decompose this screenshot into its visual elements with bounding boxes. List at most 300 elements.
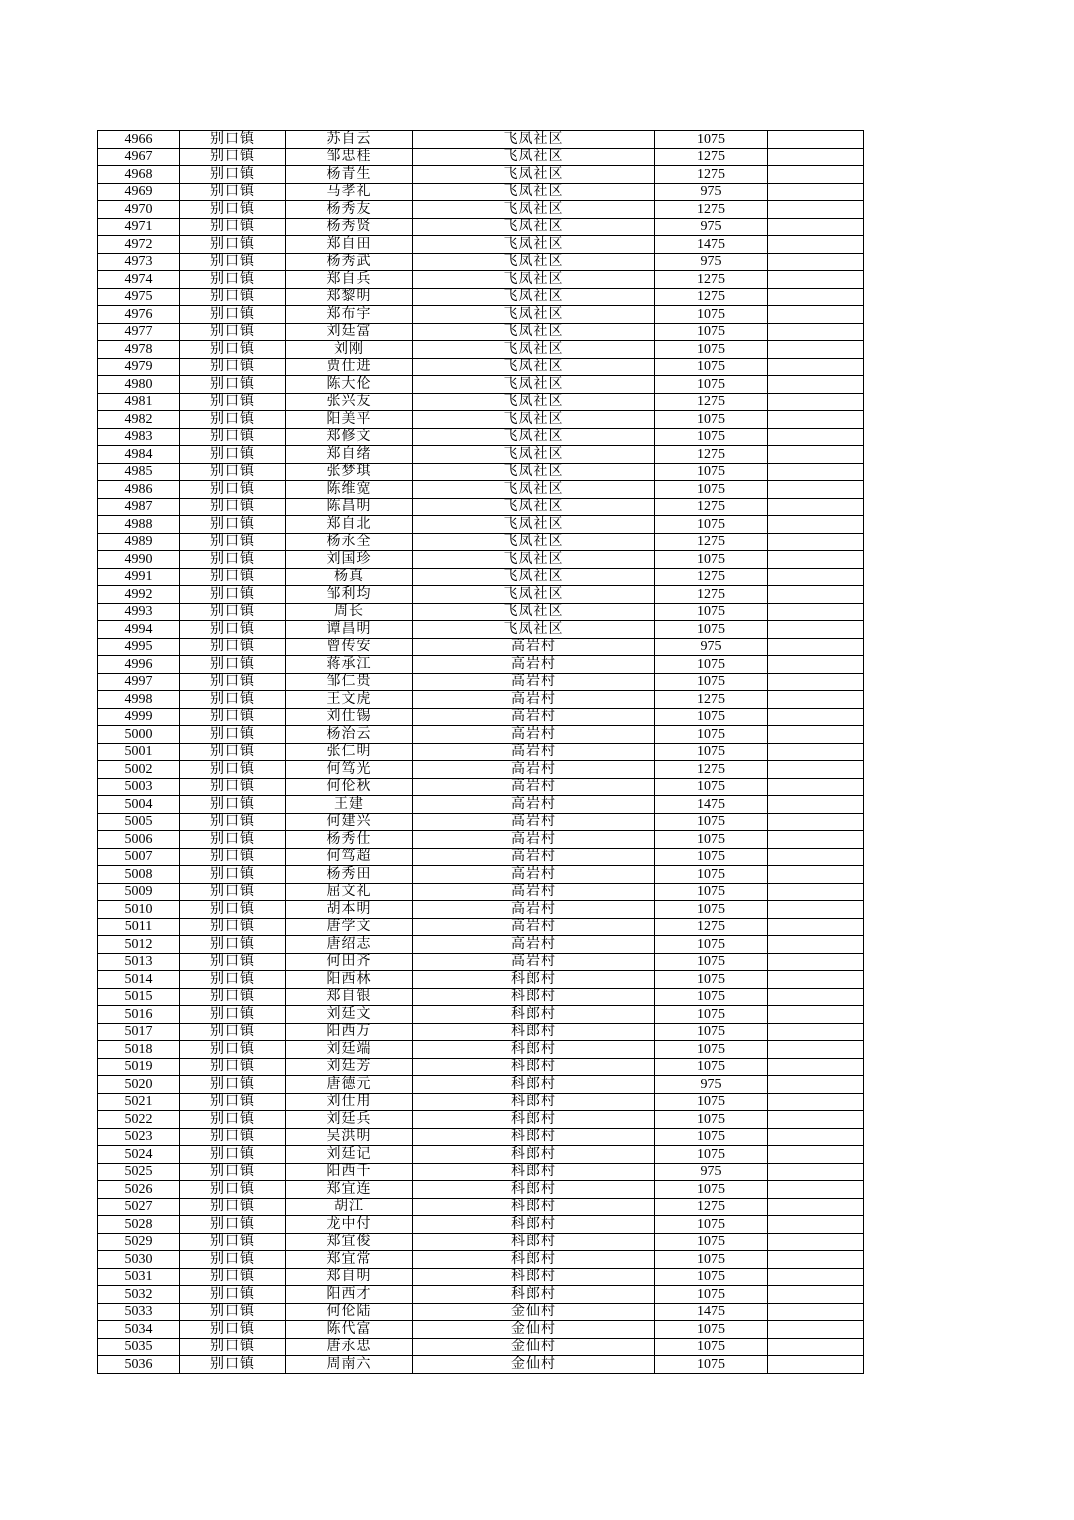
amount-cell: 1075 (655, 848, 768, 866)
table-row (98, 1338, 864, 1356)
town-cell: 别口镇 (180, 656, 286, 674)
name-cell: 陈昌明 (286, 498, 413, 516)
remark-cell (768, 1251, 864, 1269)
remark-cell (768, 1093, 864, 1111)
table-row (98, 743, 864, 761)
village-cell: 高岩村 (413, 726, 655, 744)
row-number-cell: 5029 (98, 1233, 180, 1251)
row-number-cell: 4983 (98, 428, 180, 446)
name-cell: 刘廷端 (286, 1041, 413, 1059)
remark-cell (768, 131, 864, 149)
remark-cell (768, 148, 864, 166)
town-cell: 别口镇 (180, 1216, 286, 1234)
name-cell: 阳美平 (286, 411, 413, 429)
remark-cell (768, 271, 864, 289)
name-cell: 邹忠桂 (286, 148, 413, 166)
row-number-cell: 4974 (98, 271, 180, 289)
amount-cell: 1075 (655, 376, 768, 394)
town-cell: 别口镇 (180, 1198, 286, 1216)
town-cell: 别口镇 (180, 901, 286, 919)
name-cell: 阳西万 (286, 1023, 413, 1041)
amount-cell: 1075 (655, 813, 768, 831)
town-cell: 别口镇 (180, 341, 286, 359)
town-cell: 别口镇 (180, 673, 286, 691)
amount-cell: 1075 (655, 306, 768, 324)
table-body (98, 131, 864, 1374)
amount-cell: 1075 (655, 1111, 768, 1129)
row-number-cell: 5019 (98, 1058, 180, 1076)
table-row (98, 1076, 864, 1094)
village-cell: 高岩村 (413, 691, 655, 709)
amount-cell: 1075 (655, 463, 768, 481)
row-number-cell: 5002 (98, 761, 180, 779)
village-cell: 飞凤社区 (413, 236, 655, 254)
remark-cell (768, 516, 864, 534)
table-row (98, 1058, 864, 1076)
remark-cell (768, 1146, 864, 1164)
remark-cell (768, 1286, 864, 1304)
amount-cell: 1475 (655, 236, 768, 254)
row-number-cell: 4998 (98, 691, 180, 709)
town-cell: 别口镇 (180, 1093, 286, 1111)
town-cell: 别口镇 (180, 953, 286, 971)
name-cell: 刘廷芳 (286, 1058, 413, 1076)
name-cell: 阳西千 (286, 1163, 413, 1181)
amount-cell: 1075 (655, 673, 768, 691)
row-number-cell: 4977 (98, 323, 180, 341)
amount-cell: 1075 (655, 1058, 768, 1076)
row-number-cell: 4978 (98, 341, 180, 359)
name-cell: 郑黎明 (286, 288, 413, 306)
town-cell: 别口镇 (180, 1181, 286, 1199)
town-cell: 别口镇 (180, 1058, 286, 1076)
row-number-cell: 5030 (98, 1251, 180, 1269)
amount-cell: 1075 (655, 953, 768, 971)
amount-cell: 1075 (655, 131, 768, 149)
village-cell: 高岩村 (413, 761, 655, 779)
remark-cell (768, 1303, 864, 1321)
town-cell: 别口镇 (180, 463, 286, 481)
name-cell: 蒋承江 (286, 656, 413, 674)
village-cell: 飞凤社区 (413, 376, 655, 394)
table-row (98, 1006, 864, 1024)
name-cell: 杨秀贤 (286, 218, 413, 236)
town-cell: 别口镇 (180, 1076, 286, 1094)
name-cell: 郑自田 (286, 236, 413, 254)
remark-cell (768, 638, 864, 656)
row-number-cell: 5009 (98, 883, 180, 901)
amount-cell: 1075 (655, 551, 768, 569)
town-cell: 别口镇 (180, 813, 286, 831)
amount-cell: 1075 (655, 1128, 768, 1146)
name-cell: 王建 (286, 796, 413, 814)
town-cell: 别口镇 (180, 638, 286, 656)
village-cell: 飞凤社区 (413, 131, 655, 149)
amount-cell: 975 (655, 1076, 768, 1094)
amount-cell: 1075 (655, 358, 768, 376)
amount-cell: 1075 (655, 743, 768, 761)
row-number-cell: 4976 (98, 306, 180, 324)
table-row (98, 848, 864, 866)
row-number-cell: 5000 (98, 726, 180, 744)
name-cell: 龙中付 (286, 1216, 413, 1234)
table-row (98, 568, 864, 586)
town-cell: 别口镇 (180, 1338, 286, 1356)
remark-cell (768, 218, 864, 236)
table-row (98, 1093, 864, 1111)
village-cell: 飞凤社区 (413, 516, 655, 534)
village-cell: 飞凤社区 (413, 463, 655, 481)
village-cell: 飞凤社区 (413, 428, 655, 446)
row-number-cell: 5012 (98, 936, 180, 954)
table-row (98, 708, 864, 726)
name-cell: 杨治云 (286, 726, 413, 744)
remark-cell (768, 393, 864, 411)
remark-cell (768, 446, 864, 464)
name-cell: 唐永忠 (286, 1338, 413, 1356)
name-cell: 郑自明 (286, 1268, 413, 1286)
table-row (98, 621, 864, 639)
name-cell: 刘廷记 (286, 1146, 413, 1164)
row-number-cell: 5034 (98, 1321, 180, 1339)
row-number-cell: 5022 (98, 1111, 180, 1129)
name-cell: 马孝礼 (286, 183, 413, 201)
row-number-cell: 5013 (98, 953, 180, 971)
town-cell: 别口镇 (180, 498, 286, 516)
row-number-cell: 5023 (98, 1128, 180, 1146)
table-row (98, 1286, 864, 1304)
name-cell: 郑自银 (286, 988, 413, 1006)
village-cell: 金仙村 (413, 1356, 655, 1374)
remark-cell (768, 568, 864, 586)
name-cell: 陈维宽 (286, 481, 413, 499)
row-number-cell: 4999 (98, 708, 180, 726)
town-cell: 别口镇 (180, 1303, 286, 1321)
village-cell: 科郎村 (413, 1076, 655, 1094)
town-cell: 别口镇 (180, 726, 286, 744)
table-row (98, 1041, 864, 1059)
table-row (98, 1023, 864, 1041)
row-number-cell: 5010 (98, 901, 180, 919)
amount-cell: 1075 (655, 428, 768, 446)
row-number-cell: 5028 (98, 1216, 180, 1234)
village-cell: 科郎村 (413, 1268, 655, 1286)
amount-cell: 1075 (655, 988, 768, 1006)
remark-cell (768, 831, 864, 849)
row-number-cell: 4991 (98, 568, 180, 586)
remark-cell (768, 1233, 864, 1251)
table-row (98, 1111, 864, 1129)
remark-cell (768, 1181, 864, 1199)
remark-cell (768, 586, 864, 604)
village-cell: 高岩村 (413, 866, 655, 884)
table-row (98, 218, 864, 236)
row-number-cell: 4988 (98, 516, 180, 534)
table-row (98, 726, 864, 744)
remark-cell (768, 1216, 864, 1234)
town-cell: 别口镇 (180, 516, 286, 534)
remark-cell (768, 341, 864, 359)
row-number-cell: 4987 (98, 498, 180, 516)
amount-cell: 1275 (655, 201, 768, 219)
remark-cell (768, 1128, 864, 1146)
remark-cell (768, 376, 864, 394)
town-cell: 别口镇 (180, 778, 286, 796)
row-number-cell: 4975 (98, 288, 180, 306)
village-cell: 高岩村 (413, 918, 655, 936)
village-cell: 飞凤社区 (413, 621, 655, 639)
town-cell: 别口镇 (180, 288, 286, 306)
remark-cell (768, 691, 864, 709)
village-cell: 科郎村 (413, 1286, 655, 1304)
town-cell: 别口镇 (180, 166, 286, 184)
table-row (98, 953, 864, 971)
village-cell: 金仙村 (413, 1321, 655, 1339)
row-number-cell: 4995 (98, 638, 180, 656)
amount-cell: 1075 (655, 1286, 768, 1304)
amount-cell: 1075 (655, 971, 768, 989)
amount-cell: 975 (655, 218, 768, 236)
town-cell: 别口镇 (180, 568, 286, 586)
remark-cell (768, 1006, 864, 1024)
name-cell: 贾仕进 (286, 358, 413, 376)
name-cell: 曾传安 (286, 638, 413, 656)
village-cell: 飞凤社区 (413, 341, 655, 359)
amount-cell: 1275 (655, 498, 768, 516)
remark-cell (768, 936, 864, 954)
village-cell: 飞凤社区 (413, 201, 655, 219)
amount-cell: 1075 (655, 883, 768, 901)
table-row (98, 586, 864, 604)
row-number-cell: 5007 (98, 848, 180, 866)
amount-cell: 1275 (655, 533, 768, 551)
name-cell: 杨秀田 (286, 866, 413, 884)
remark-cell (768, 1023, 864, 1041)
table-row (98, 1233, 864, 1251)
remark-cell (768, 183, 864, 201)
name-cell: 何田齐 (286, 953, 413, 971)
amount-cell: 1075 (655, 1093, 768, 1111)
row-number-cell: 5035 (98, 1338, 180, 1356)
row-number-cell: 5024 (98, 1146, 180, 1164)
remark-cell (768, 743, 864, 761)
name-cell: 周长 (286, 603, 413, 621)
amount-cell: 1275 (655, 166, 768, 184)
town-cell: 别口镇 (180, 936, 286, 954)
name-cell: 唐德元 (286, 1076, 413, 1094)
town-cell: 别口镇 (180, 1163, 286, 1181)
remark-cell (768, 253, 864, 271)
name-cell: 刘廷兵 (286, 1111, 413, 1129)
village-cell: 高岩村 (413, 813, 655, 831)
amount-cell: 1275 (655, 568, 768, 586)
name-cell: 郑宜连 (286, 1181, 413, 1199)
amount-cell: 1275 (655, 1198, 768, 1216)
village-cell: 科郎村 (413, 1111, 655, 1129)
row-number-cell: 4996 (98, 656, 180, 674)
table-row (98, 201, 864, 219)
village-cell: 高岩村 (413, 883, 655, 901)
table-row (98, 533, 864, 551)
row-number-cell: 4980 (98, 376, 180, 394)
name-cell: 胡本明 (286, 901, 413, 919)
village-cell: 飞凤社区 (413, 411, 655, 429)
amount-cell: 1075 (655, 726, 768, 744)
village-cell: 飞凤社区 (413, 393, 655, 411)
name-cell: 刘仕用 (286, 1093, 413, 1111)
table-row (98, 306, 864, 324)
table-row (98, 516, 864, 534)
row-number-cell: 5005 (98, 813, 180, 831)
town-cell: 别口镇 (180, 201, 286, 219)
table-row (98, 656, 864, 674)
remark-cell (768, 621, 864, 639)
remark-cell (768, 1198, 864, 1216)
name-cell: 唐学文 (286, 918, 413, 936)
name-cell: 杨真 (286, 568, 413, 586)
row-number-cell: 5036 (98, 1356, 180, 1374)
row-number-cell: 5011 (98, 918, 180, 936)
town-cell: 别口镇 (180, 148, 286, 166)
table-row (98, 148, 864, 166)
name-cell: 何伦陆 (286, 1303, 413, 1321)
town-cell: 别口镇 (180, 533, 286, 551)
name-cell: 刘廷文 (286, 1006, 413, 1024)
village-cell: 科郎村 (413, 1093, 655, 1111)
table-row (98, 1303, 864, 1321)
remark-cell (768, 481, 864, 499)
name-cell: 郑修文 (286, 428, 413, 446)
table-row (98, 411, 864, 429)
town-cell: 别口镇 (180, 1268, 286, 1286)
town-cell: 别口镇 (180, 761, 286, 779)
remark-cell (768, 901, 864, 919)
amount-cell: 1275 (655, 148, 768, 166)
remark-cell (768, 166, 864, 184)
village-cell: 飞凤社区 (413, 306, 655, 324)
town-cell: 别口镇 (180, 691, 286, 709)
amount-cell: 1075 (655, 1041, 768, 1059)
amount-cell: 975 (655, 253, 768, 271)
table-row (98, 446, 864, 464)
name-cell: 郑宜常 (286, 1251, 413, 1269)
row-number-cell: 5027 (98, 1198, 180, 1216)
table-row (98, 883, 864, 901)
amount-cell: 1275 (655, 586, 768, 604)
table-row (98, 638, 864, 656)
name-cell: 张梦琪 (286, 463, 413, 481)
village-cell: 科郎村 (413, 988, 655, 1006)
remark-cell (768, 358, 864, 376)
remark-cell (768, 673, 864, 691)
village-cell: 科郎村 (413, 1006, 655, 1024)
table-row (98, 1268, 864, 1286)
town-cell: 别口镇 (180, 358, 286, 376)
amount-cell: 1275 (655, 446, 768, 464)
amount-cell: 1075 (655, 1321, 768, 1339)
town-cell: 别口镇 (180, 621, 286, 639)
name-cell: 杨秀仕 (286, 831, 413, 849)
town-cell: 别口镇 (180, 1023, 286, 1041)
name-cell: 胡江 (286, 1198, 413, 1216)
village-cell: 科郎村 (413, 971, 655, 989)
name-cell: 郑布宇 (286, 306, 413, 324)
town-cell: 别口镇 (180, 183, 286, 201)
name-cell: 周南六 (286, 1356, 413, 1374)
table-row (98, 1198, 864, 1216)
amount-cell: 1075 (655, 1146, 768, 1164)
remark-cell (768, 918, 864, 936)
remark-cell (768, 1076, 864, 1094)
town-cell: 别口镇 (180, 1111, 286, 1129)
row-number-cell: 4966 (98, 131, 180, 149)
village-cell: 高岩村 (413, 778, 655, 796)
village-cell: 飞凤社区 (413, 603, 655, 621)
amount-cell: 1075 (655, 656, 768, 674)
village-cell: 科郎村 (413, 1233, 655, 1251)
town-cell: 别口镇 (180, 218, 286, 236)
village-cell: 科郎村 (413, 1041, 655, 1059)
table-row (98, 551, 864, 569)
amount-cell: 1075 (655, 603, 768, 621)
remark-cell (768, 1321, 864, 1339)
table-row (98, 691, 864, 709)
town-cell: 别口镇 (180, 131, 286, 149)
amount-cell: 1075 (655, 1006, 768, 1024)
remark-cell (768, 761, 864, 779)
table-row (98, 1251, 864, 1269)
town-cell: 别口镇 (180, 603, 286, 621)
amount-cell: 1075 (655, 516, 768, 534)
amount-cell: 1075 (655, 866, 768, 884)
town-cell: 别口镇 (180, 1321, 286, 1339)
village-cell: 金仙村 (413, 1338, 655, 1356)
amount-cell: 1075 (655, 1216, 768, 1234)
name-cell: 谭昌明 (286, 621, 413, 639)
remark-cell (768, 778, 864, 796)
remark-cell (768, 463, 864, 481)
row-number-cell: 4979 (98, 358, 180, 376)
amount-cell: 975 (655, 183, 768, 201)
amount-cell: 1075 (655, 708, 768, 726)
remark-cell (768, 306, 864, 324)
row-number-cell: 4993 (98, 603, 180, 621)
name-cell: 刘国珍 (286, 551, 413, 569)
village-cell: 高岩村 (413, 953, 655, 971)
remark-cell (768, 1356, 864, 1374)
amount-cell: 1075 (655, 1338, 768, 1356)
row-number-cell: 4997 (98, 673, 180, 691)
name-cell: 郑自北 (286, 516, 413, 534)
name-cell: 杨秀武 (286, 253, 413, 271)
row-number-cell: 4992 (98, 586, 180, 604)
name-cell: 何伦秋 (286, 778, 413, 796)
remark-cell (768, 1041, 864, 1059)
table-row (98, 288, 864, 306)
table-row (98, 1163, 864, 1181)
town-cell: 别口镇 (180, 481, 286, 499)
table-row (98, 1128, 864, 1146)
table-row (98, 166, 864, 184)
table-row (98, 463, 864, 481)
village-cell: 科郎村 (413, 1023, 655, 1041)
amount-cell: 1275 (655, 691, 768, 709)
remark-cell (768, 866, 864, 884)
row-number-cell: 5017 (98, 1023, 180, 1041)
name-cell: 郑自兵 (286, 271, 413, 289)
remark-cell (768, 813, 864, 831)
row-number-cell: 4967 (98, 148, 180, 166)
